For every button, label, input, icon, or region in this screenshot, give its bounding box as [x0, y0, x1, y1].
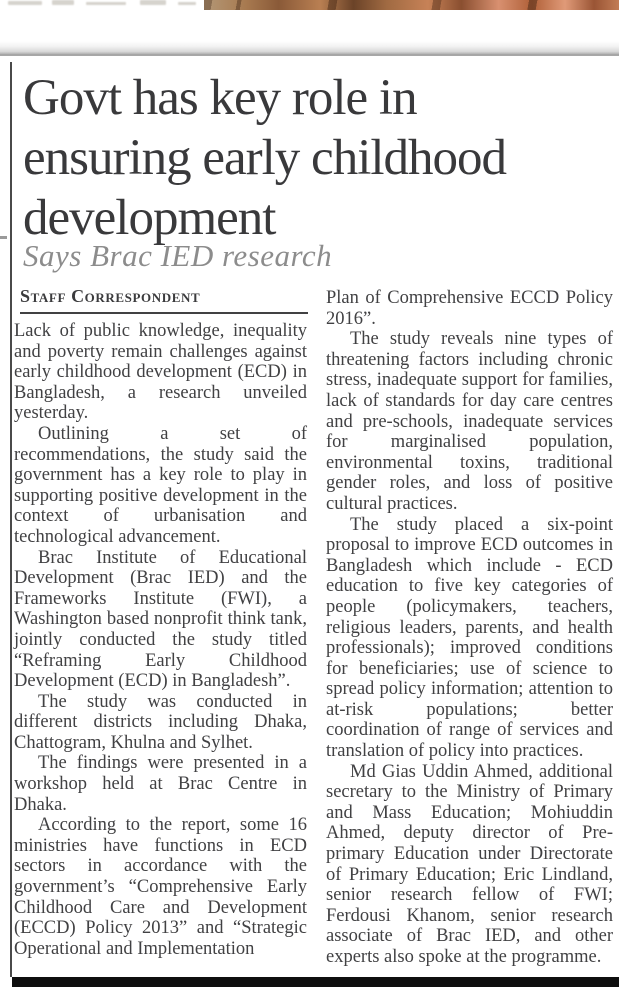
paragraph: According to the report, some 16 ministries have functions in ECD sectors in accordance with the government’s “Comprehensive Early Childhood Care and Development (ECCD) Policy 2013” and “Strategic Operational and Implementation [14, 815, 307, 959]
cropped-text-remnant [86, 2, 126, 5]
article-subhead: Says Brac IED research [23, 238, 333, 273]
left-column-rule [10, 62, 12, 977]
headline-line: ensuring early childhood [23, 130, 507, 186]
paragraph: Outlining a set of recommendations, the study said the government has a key role to play in supporting positive development in the context of urbanisation and technological advancement. [14, 423, 307, 547]
article-column-2 [326, 288, 613, 968]
paragraph: Md Gias Uddin Ahmed, additional secretary to the Ministry of Primary and Mass Education; Mohiuddin Ahmed, deputy director of Pre-primary Education under Directorate of Primary Education; Eric Lindland, senior research fellow of FWI; Ferdousi Khanom, senior research associate of Brac IED, and other experts also spoke at the programme. [326, 761, 613, 967]
article-bottom-bar [12, 977, 619, 987]
paragraph: The findings were presented in a workshop held at Brac Centre in Dhaka. [14, 753, 307, 815]
paragraph: Brac Institute of Educational Development (Brac IED) and the Frameworks Institute (FWI), a Washington based nonprofit think tank, jointly conducted the study titled “Reframing Early Childhood Development (ECD) in Bangladesh”. [14, 547, 307, 692]
article-headline [23, 68, 613, 248]
paragraph: The study reveals nine types of threatening factors including chronic stress, inadequate support for families, lack of standards for day care centres and pre-schools, inadequate services for marginalised population, environmental toxins, traditional gender roles, and loss of positive cultural practices. [326, 329, 613, 514]
article-byline: Staff Correspondent [20, 286, 201, 306]
byline-divider-rule [20, 312, 308, 314]
headline-line: development [23, 190, 276, 246]
cropped-text-remnant [178, 2, 196, 5]
article-column-1 [14, 321, 307, 959]
cropped-text-remnant [8, 1, 42, 5]
paragraph: Lack of public knowledge, inequality and poverty remain challenges against early childhood development (ECD) in Bangladesh, a research unveiled yesterday. [14, 321, 307, 424]
page-edge-shadow [0, 41, 619, 56]
cropped-text-remnant [140, 0, 166, 5]
paragraph: Plan of Comprehensive ECCD Policy 2016”. [326, 288, 613, 329]
paragraph: The study placed a six-point proposal to improve ECD outcomes in Bangladesh which include - ECD education to five key categories of people (policymakers, teachers, religious leaders, parents, and health professionals); improved conditions for beneficiaries; use of science to spread policy information; attention to at-risk populations; better coordination of range of services and translation of policy into practices. [326, 514, 613, 762]
cropped-photo-strip [204, 0, 619, 10]
paragraph: The study was conducted in different districts including Dhaka, Chattogram, Khulna and Sylhet. [14, 691, 307, 753]
headline-line: Govt has key role in [23, 70, 417, 126]
page-edge-tick [0, 236, 7, 239]
cropped-text-remnant [52, 0, 74, 5]
